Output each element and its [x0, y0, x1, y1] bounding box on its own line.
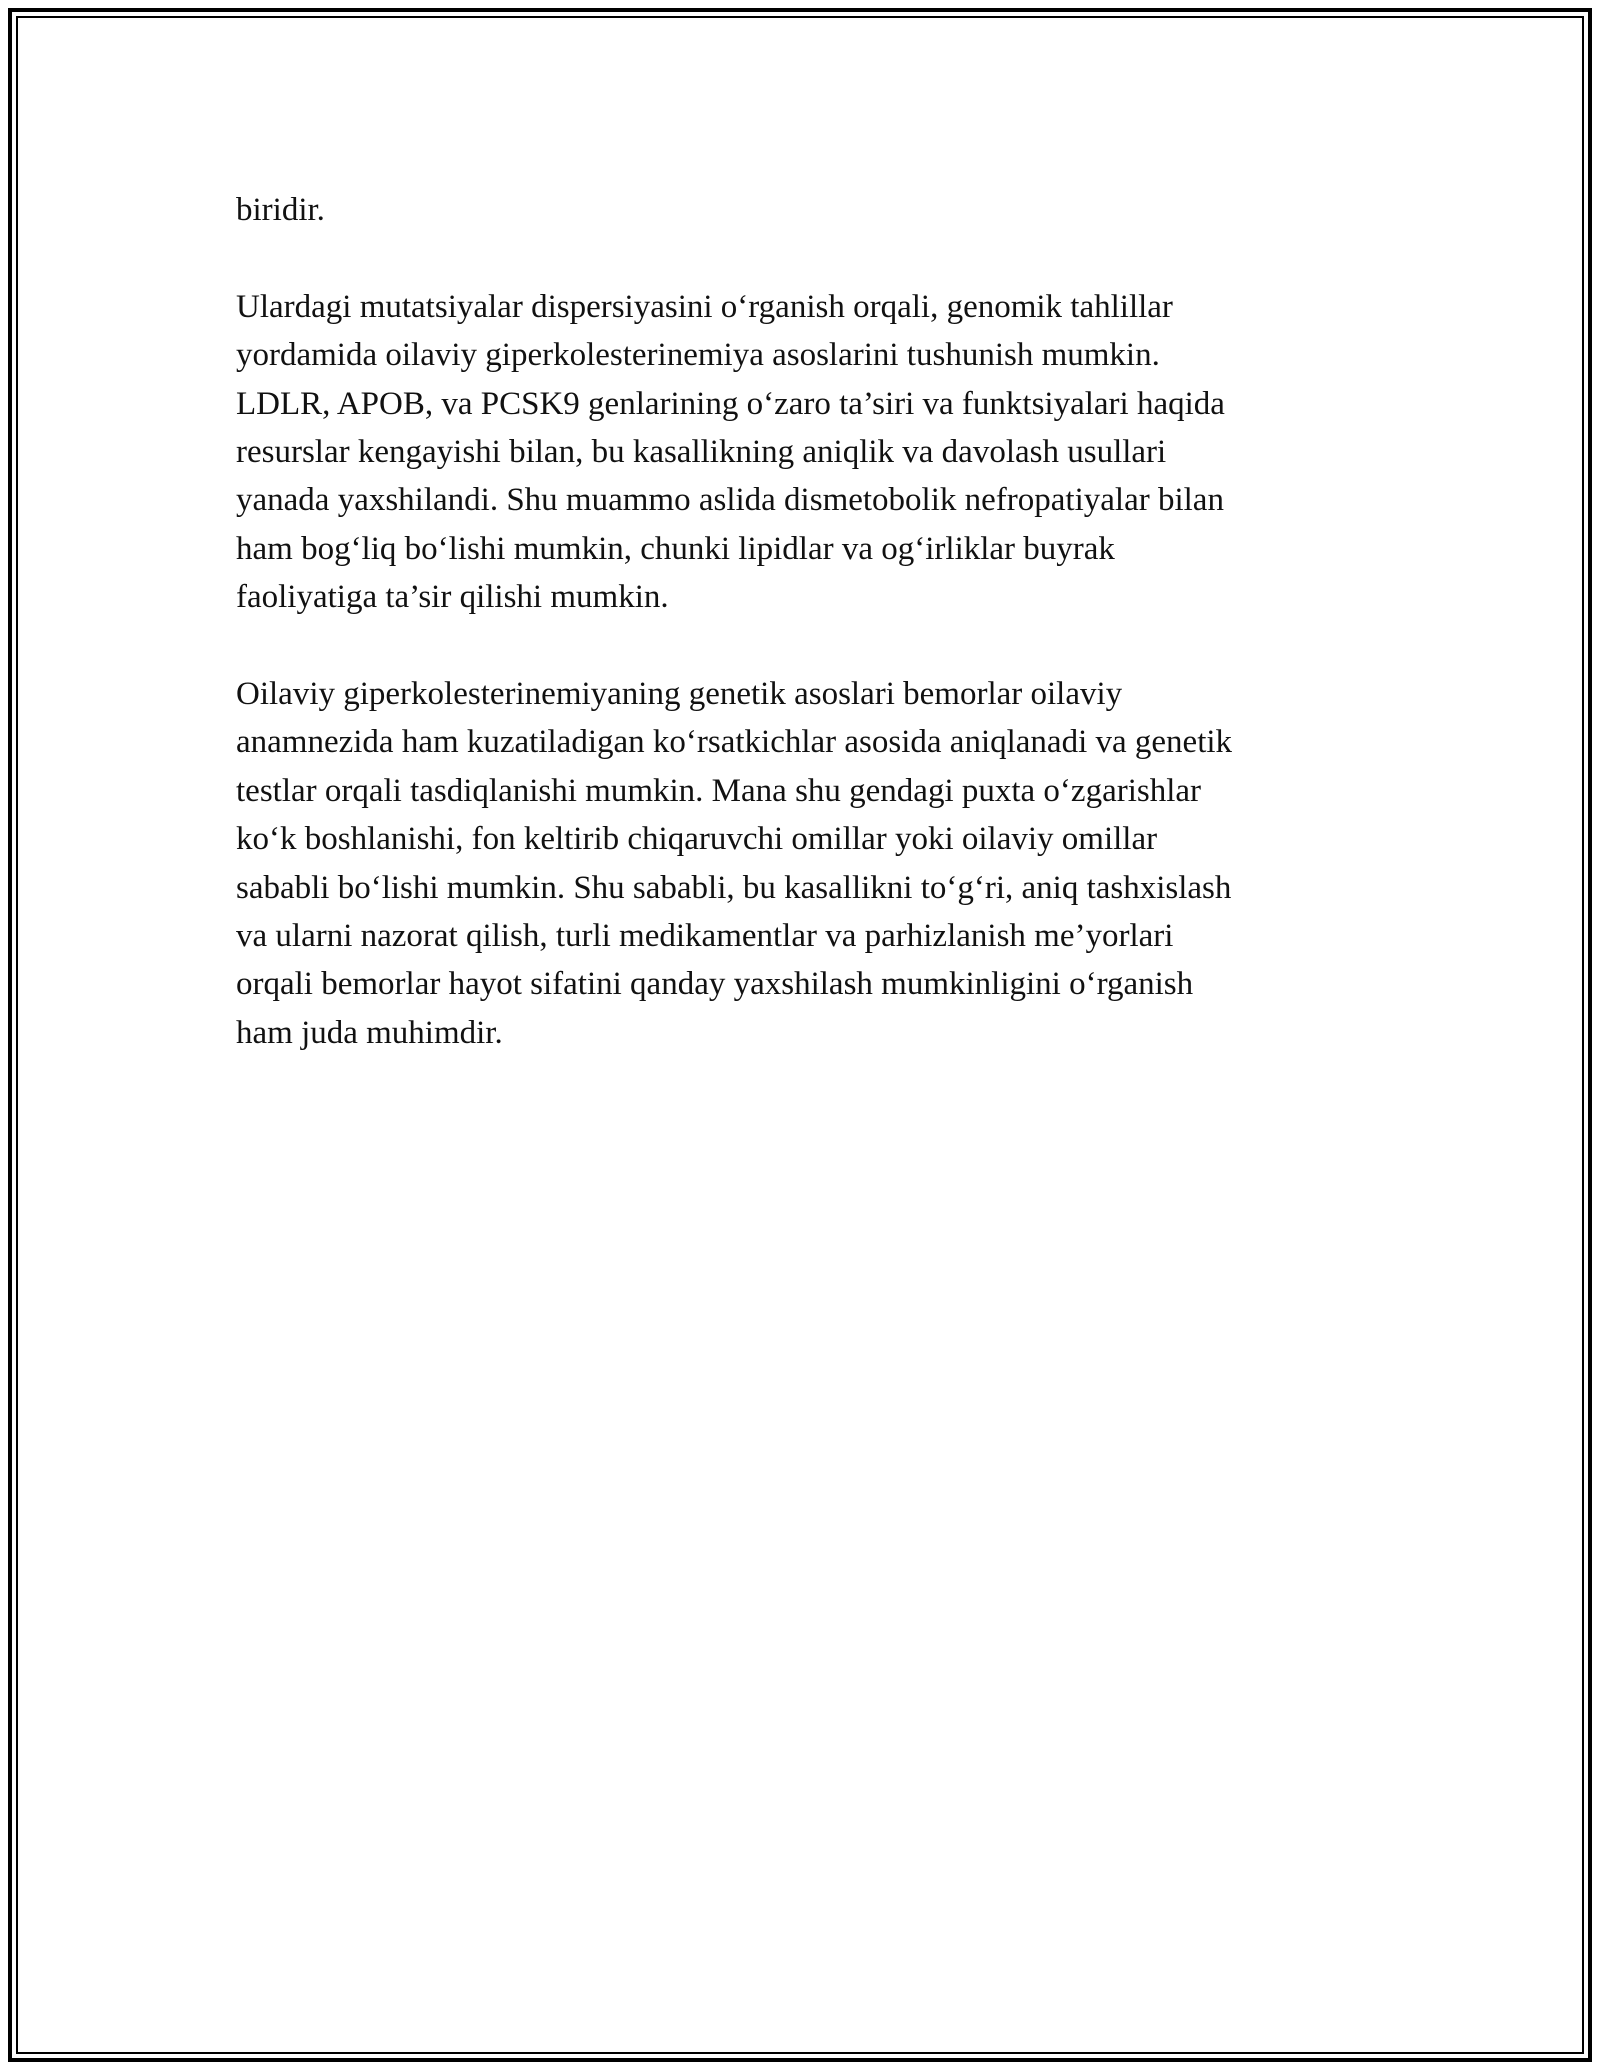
text-line: ko‘k boshlanishi, fon keltirib chiqaruvchi omillar yoki oilaviy omillar	[236, 821, 1158, 858]
document-body	[236, 186, 1366, 1057]
text-line: anamnezida ham kuzatiladigan ko‘rsatkichlar asosida aniqlanadi va genetik	[236, 724, 1233, 761]
text-line: orqali bemorlar hayot sifatini qanday yaxshilash mumkinligini o‘rganish	[236, 966, 1194, 1003]
text-line: ham juda muhimdir.	[236, 1014, 503, 1051]
text-line: testlar orqali tasdiqlanishi mumkin. Mana shu gendagi puxta o‘zgarishlar	[236, 772, 1202, 809]
text-line: LDLR, APOB, va PCSK9 genlarining o‘zaro ta’siri va funktsiyalari haqida	[236, 385, 1225, 422]
text-line: Ulardagi mutatsiyalar dispersiyasini o‘rganish orqali, genomik tahlillar	[236, 288, 1173, 325]
text-line: resurslar kengayishi bilan, bu kasallikning aniqlik va davolash usullari	[236, 434, 1167, 471]
text-line: va ularni nazorat qilish, turli medikamentlar va parhizlanish me’yorlari	[236, 918, 1174, 955]
paragraph-3	[236, 670, 1366, 1057]
text-line: yanada yaxshilandi. Shu muammo aslida dismetobolik nefropatiyalar bilan	[236, 482, 1224, 519]
paragraph-2	[236, 283, 1366, 622]
paragraph-1	[236, 186, 1366, 234]
text-line: faoliyatiga ta’sir qilishi mumkin.	[236, 579, 669, 616]
text-line: Oilaviy giperkolesterinemiyaning genetik asoslari bemorlar oilaviy	[236, 676, 1123, 713]
text-line: ham bog‘liq bo‘lishi mumkin, chunki lipidlar va og‘irliklar buyrak	[236, 530, 1115, 567]
text-line: yordamida oilaviy giperkolesterinemiya asoslarini tushunish mumkin.	[236, 337, 1160, 374]
text-line: biridir.	[236, 192, 325, 228]
text-line: sababli bo‘lishi mumkin. Shu sababli, bu kasallikni to‘g‘ri, aniq tashxislash	[236, 869, 1232, 906]
